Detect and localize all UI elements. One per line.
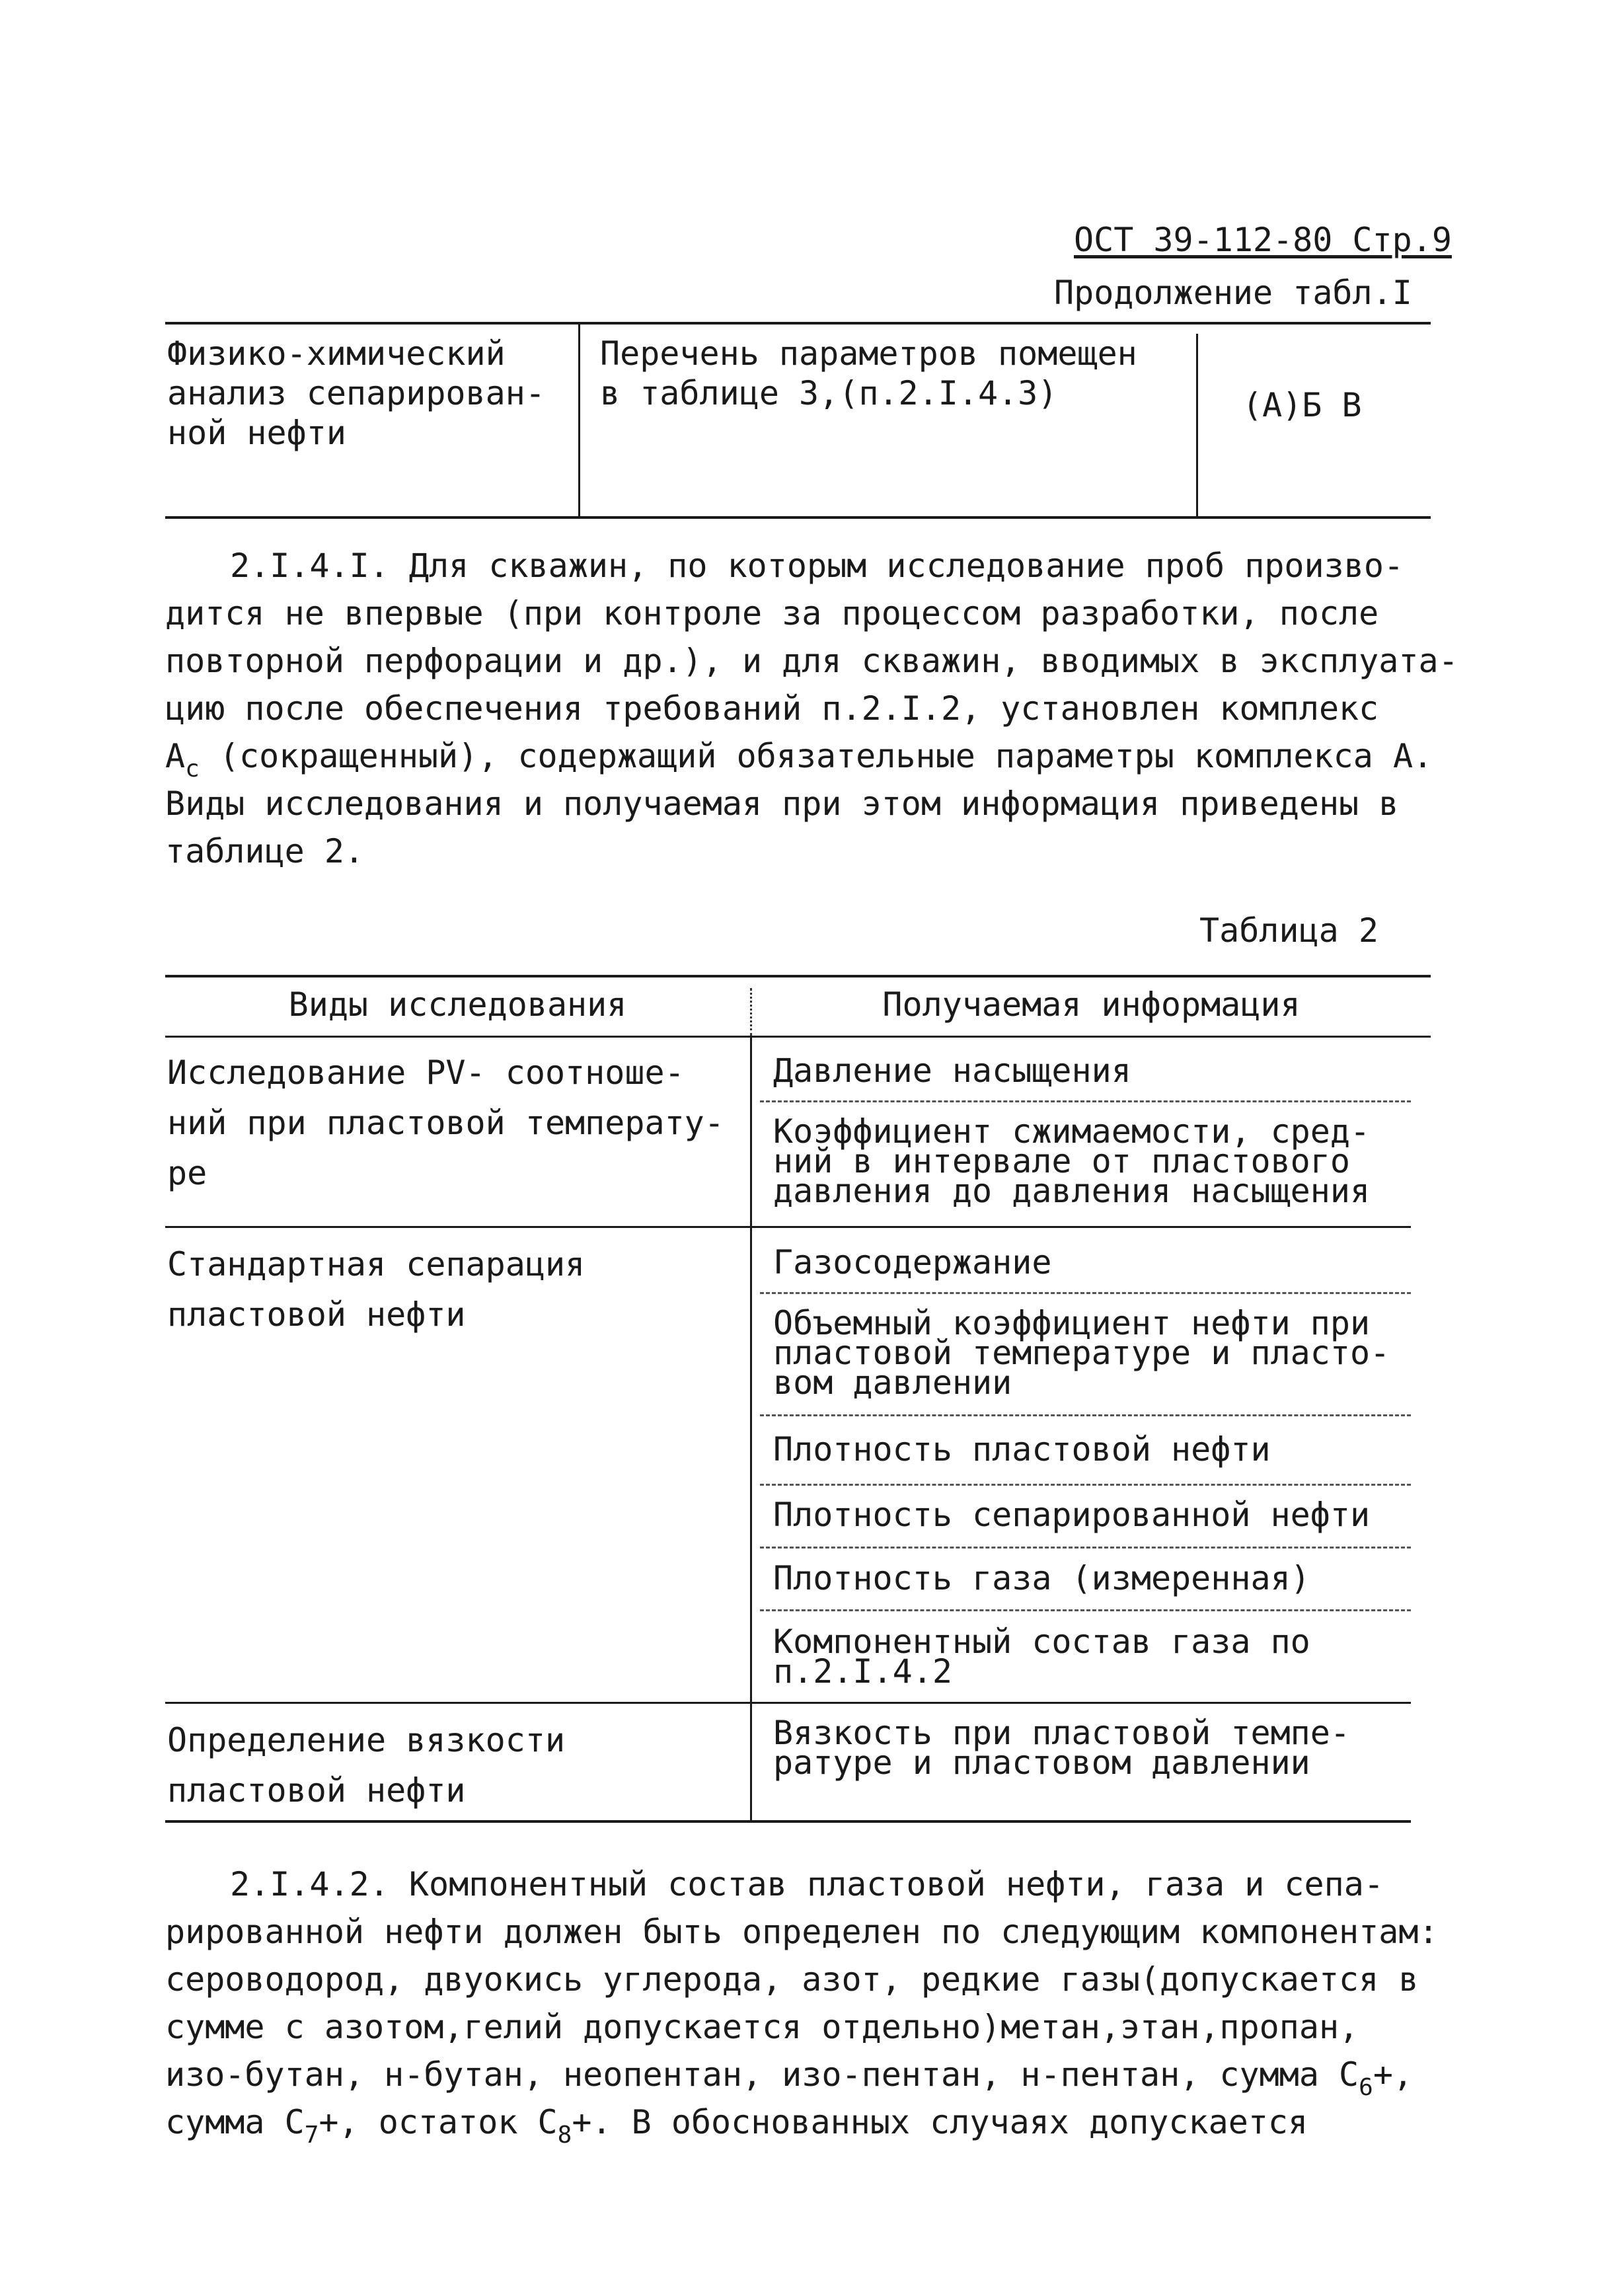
table-continuation-label: Продолжение табл.I (1054, 274, 1412, 312)
table2-info-gas-density: Плотность газа (измеренная) (773, 1559, 1310, 1597)
table2-top-rule (165, 975, 1431, 977)
info-separator (760, 1484, 1411, 1486)
paragraph-2-1-4-1: 2.I.4.I. Для скважин, по которым исследование проб произво- дится не впервые (при контроле за процессом разработки, после повторной перфорации и др.), и для скважин, вводимых в эксплуата- цию после обеспечения требований п.2.I.2, установлен комплекс $А_с$ (сокращенный), содержащий обязательные параметры комплекса А. Виды исследования и получаемая при этом информация приведены в таблице 2. (165, 547, 1458, 870)
table2-info-saturation-pressure: Давление насыщения (773, 1052, 1131, 1090)
paragraph-components-line6: сумма $С_7+$, остаток $С_8+$. В обоснованных случаях допускается (165, 2103, 1308, 2149)
table1-row-name: Физико-химический анализ сепарирован- ной нефти (167, 334, 545, 452)
table2-group-rule-2 (165, 1702, 1411, 1704)
table2-info-reservoir-oil-density: Плотность пластовой нефти (773, 1430, 1271, 1469)
table2-study-pv: Исследование PV- соотноше- ний при пластовой температу- ре (167, 1053, 724, 1192)
table2-info-compressibility: Коэффициент сжимаемости, сред- ний в интервале от пластового давления до давления насыщения (773, 1112, 1371, 1210)
table2-info-gas-composition: Компонентный состав газа по п.2.I.4.2 (773, 1623, 1310, 1691)
table2-bottom-rule (165, 1820, 1411, 1823)
info-separator (760, 1414, 1411, 1416)
table2-group-rule-1 (165, 1226, 1411, 1228)
info-separator (760, 1547, 1411, 1549)
paragraph-2-1-4-2: 2.I.4.2. Компонентный состав пластовой нефти, газа и сепа- рированной нефти должен быть определен по следующим компонентам: сероводород, двуокись углерода, азот, редкие газы(допускается в сумме с азотом,гелий допускается отдельно)метан,этан,пропан, изо-бутан, н-бутан, неопентан, изо-пентан, н-пентан, сумма $С_6+$, сумма $С_7+$, остаток $С_8+$. В обоснованных случаях допускается (165, 1865, 1439, 2149)
table2-info-volume-factor: Объемный коэффициент нефти при пластовой температуре и пласто- вом давлении (773, 1304, 1390, 1402)
table2-info-separated-oil-density: Плотность сепарированной нефти (773, 1496, 1371, 1534)
table1-row-params: Перечень параметров помещен в таблице 3,(п.2.I.4.3) (600, 334, 1137, 412)
paragraph-complex-line: $А_с$ (сокращенный), содержащий обязательные параметры комплекса А. (165, 737, 1433, 783)
table2-info-gas-content: Газосодержание (773, 1243, 1052, 1282)
table1-col-divider-1 (578, 323, 580, 516)
table2-study-viscosity: Определение вязкости пластовой нефти (167, 1721, 566, 1810)
table1-row-complex: (А)Б В (1242, 386, 1362, 424)
table1-col-divider-2 (1196, 334, 1198, 516)
table2-info-viscosity: Вязкость при пластовой темпе- ратуре и пластовом давлении (773, 1714, 1350, 1782)
table2-header-info: Получаемая информация (882, 985, 1301, 1024)
table2-header-rule (165, 1036, 1431, 1038)
table1-top-rule (165, 322, 1431, 325)
info-separator (760, 1100, 1411, 1102)
table2-caption: Таблица 2 (1199, 911, 1378, 950)
table2-study-separation: Стандартная сепарация пластовой нефти (167, 1245, 585, 1334)
table1-bottom-rule (165, 516, 1431, 519)
paragraph-components-line5: изо-бутан, н-бутан, неопентан, изо-пентан, н-пентан, сумма $С_6+$, (165, 2055, 1414, 2101)
table2-header-study: Виды исследования (288, 985, 627, 1024)
document-code: ОСТ 39-112-80 Стр.9 (1074, 221, 1452, 259)
info-separator (760, 1292, 1411, 1294)
info-separator (760, 1609, 1411, 1611)
